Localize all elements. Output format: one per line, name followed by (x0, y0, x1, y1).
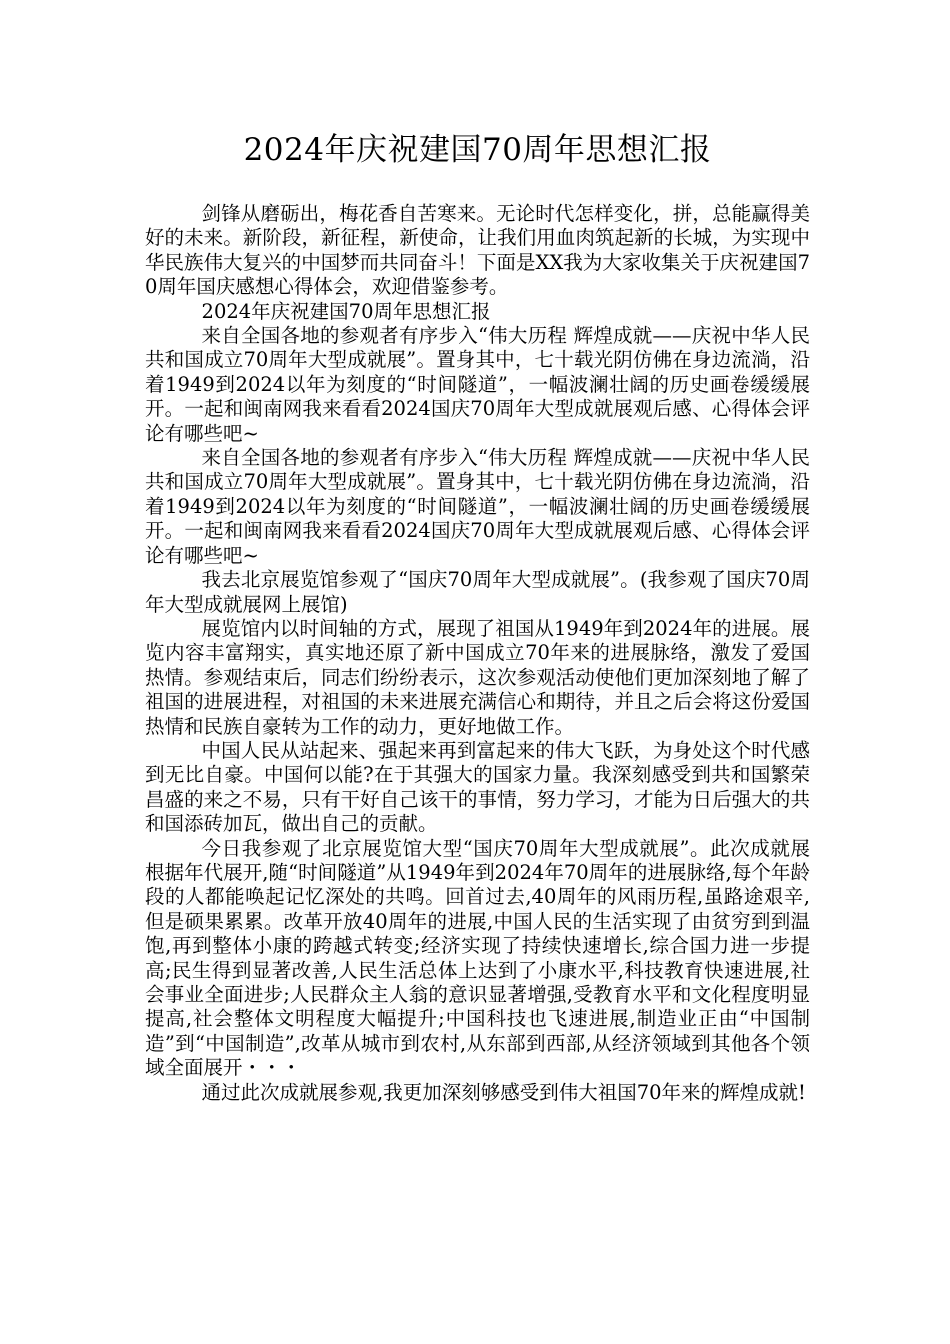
paragraph-intro: 剑锋从磨砺出，梅花香自苦寒来。无论时代怎样变化，拼，总能赢得美好的未来。新阶段，新征程，新使命，让我们用血肉筑起新的长城，为实现中华民族伟大复兴的中国梦而共同奋斗！下面是XX我为大家收集关于庆祝建国70周年国庆感想心得体会，欢迎借鉴参考。 (145, 202, 810, 299)
document-title: 2024年庆祝建国70周年思想汇报 (243, 132, 712, 168)
paragraph: 来自全国各地的参观者有序步入“伟大历程 辉煌成就——庆祝中华人民共和国成立70周年大型成就展”。置身其中，七十载光阴仿佛在身边流淌，沿着1949到2024以年为刻度的“时间隧道”，一幅波澜壮阔的历史画卷缓缓展开。一起和闽南网我来看看2024国庆70周年大型成就展观后感、心得体会评论有哪些吧~ (145, 446, 810, 567)
paragraph-subtitle: 2024年庆祝建国70周年思想汇报 (201, 299, 491, 323)
paragraph: 中国人民从站起来、强起来再到富起来的伟大飞跃，为身处这个时代感到无比自豪。中国何以能?在于其强大的国家力量。我深刻感受到共和国繁荣昌盛的来之不易，只有干好自己该干的事情，努力学习，才能为日后强大的共和国添砖加瓦，做出自己的贡献。 (145, 738, 810, 836)
paragraph: 我去北京展览馆参观了“国庆70周年大型成就展”。(我参观了国庆70周年大型成就展网上展馆) (145, 568, 810, 616)
paragraph: 今日我参观了北京展览馆大型“国庆70周年大型成就展”。此次成就展根据年代展开,随“时间隧道”从1949年到2024年70周年的进展脉络,每个年龄段的人都能唤起记忆深处的共鸣。回首过去,40周年的风雨历程,虽路途艰辛,但是硕果累累。改革开放40周年的进展,中国人民的生活实现了由贫穷到到温饱,再到整体小康的跨越式转变;经济实现了持续快速增长,综合国力进一步提高;民生得到显著改善,人民生活总体上达到了小康水平,科技教育快速进展,社会事业全面进步;人民群众主人翁的意识显著增强,受教育水平和文化程度明显提高,社会整体文明程度大幅提升;中国科技也飞速进展,制造业正由“中国制造”到“中国制造”,改革从城市到农村,从东部到西部,从经济领域到其他各个领域全面展开・・・ (145, 836, 810, 1080)
paragraph: 来自全国各地的参观者有序步入“伟大历程 辉煌成就——庆祝中华人民共和国成立70周年大型成就展”。置身其中，七十载光阴仿佛在身边流淌，沿着1949到2024以年为刻度的“时间隧道”，一幅波澜壮阔的历史画卷缓缓展开。一起和闽南网我来看看2024国庆70周年大型成就展观后感、心得体会评论有哪些吧~ (145, 324, 810, 445)
paragraph: 展览馆内以时间轴的方式，展现了祖国从1949年到2024年的进展。展览内容丰富翔实，真实地还原了新中国成立70年来的进展脉络，激发了爱国热情。参观结束后，同志们纷纷表示，这次参观活动使他们更加深刻地了解了祖国的进展进程，对祖国的未来进展充满信心和期待，并且之后会将这份爱国热情和民族自豪转为工作的动力，更好地做工作。 (145, 616, 810, 738)
paragraph-closing: 通过此次成就展参观,我更加深刻够感受到伟大祖国70年来的辉煌成就! (201, 1080, 806, 1104)
document-body (145, 202, 810, 1105)
